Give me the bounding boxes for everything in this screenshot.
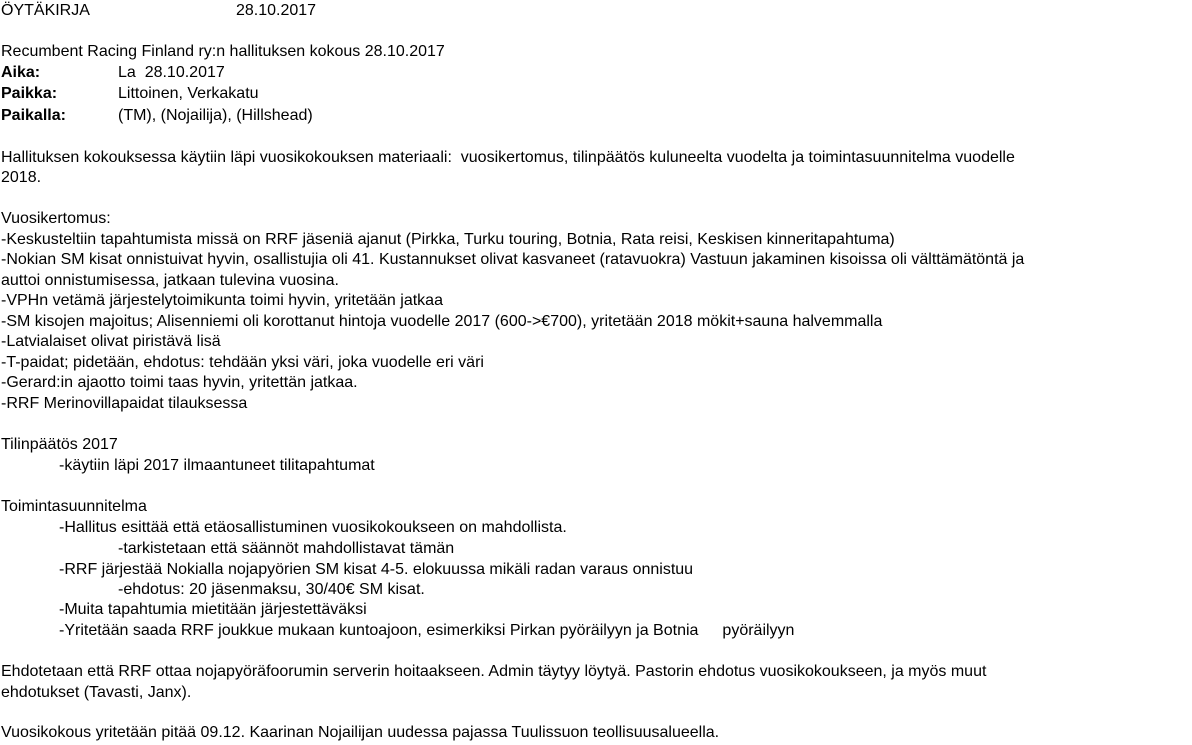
intro-line-1: Hallituksen kokouksessa käytiin läpi vuosikokouksen materiaali: vuosikertomus, tilinpäätös kuluneelta vuodelta ja toimintasuunnitelma vuodelle xyxy=(1,149,1015,166)
plan-item-3: -Muita tapahtumia mietitään järjestettäväksi xyxy=(59,601,367,618)
list-item: -Latvialaiset olivat piristävä lisä xyxy=(1,333,221,350)
plan-item-4 xyxy=(59,621,794,641)
annual-report-heading: Vuosikertomus: xyxy=(1,210,111,227)
list-item: -Nokian SM kisat onnistuivat hyvin, osallistujia oli 41. Kustannukset olivat kasvaneet (ratavuokra) Vastuun jakaminen kisoissa oli välttämätöntä ja xyxy=(1,251,1025,268)
plan-item-1-sub: -tarkistetaan että säännöt mahdollistavat tämän xyxy=(118,540,455,557)
time-label: Aika: xyxy=(1,64,41,81)
time-value: La 28.10.2017 xyxy=(118,64,225,81)
list-item: -Keskusteltiin tapahtumista missä on RRF jäseniä ajanut (Pirkka, Turku touring, Botnia, Rata reisi, Keskisen kinneritapahtuma) xyxy=(1,231,895,248)
list-item: -VPHn vetämä järjestelytoimikunta toimi hyvin, yritetään jatkaa xyxy=(1,292,443,309)
list-item: -SM kisojen majoitus; Alisenniemi oli korottanut hintoja vuodelle 2017 (600->€700), yritetään 2018 mökit+sauna halvemmalla xyxy=(1,313,883,330)
place-label: Paikka: xyxy=(1,85,58,102)
list-item: -Gerard:in ajaotto toimi taas hyvin, yritettän jatkaa. xyxy=(1,374,358,391)
plan-item-2: -RRF järjestää Nokialla nojapyörien SM kisat 4-5. elokuussa mikäli radan varaus onnistuu xyxy=(59,561,694,578)
intro-line-2: 2018. xyxy=(1,169,42,186)
plan-item-4-tail: pyöräilyyn xyxy=(722,622,795,639)
present-value: (TM), (Nojailija), (Hillshead) xyxy=(118,107,313,124)
plan-item-1: -Hallitus esittää että etäosallistuminen vuosikokoukseen on mahdollista. xyxy=(59,519,567,536)
present-label: Paikalla: xyxy=(1,107,66,124)
list-item: -T-paidat; pidetään, ehdotus: tehdään yksi väri, joka vuodelle eri väri xyxy=(1,354,484,371)
place-value: Littoinen, Verkakatu xyxy=(118,85,259,102)
list-item: -RRF Merinovillapaidat tilauksessa xyxy=(1,395,248,412)
annual-meeting-line: Vuosikokous yritetään pitää 09.12. Kaarinan Nojailijan uudessa pajassa Tuulissuon teollisuusalueella. xyxy=(1,724,720,741)
plan-item-4-text: -Yritetään saada RRF joukkue mukaan kuntoajoon, esimerkiksi Pirkan pyöräilyyn ja Botnia xyxy=(59,622,699,639)
forum-line-2: ehdotukset (Tavasti, Janx). xyxy=(1,684,192,701)
forum-line-1: Ehdotetaan että RRF ottaa nojapyöräfoorumin serverin hoitaakseen. Admin täytyy löytyä. Pastorin ehdotus vuosikokoukseen, ja myös muut xyxy=(1,663,987,680)
document-date: 28.10.2017 xyxy=(236,2,317,19)
meeting-heading: Recumbent Racing Finland ry:n hallituksen kokous 28.10.2017 xyxy=(1,43,445,60)
document-title: ÖYTÄKIRJA xyxy=(1,2,90,19)
plan-item-2-sub: -ehdotus: 20 jäsenmaksu, 30/40€ SM kisat. xyxy=(118,581,425,598)
plan-heading: Toimintasuunnitelma xyxy=(1,498,147,515)
financial-item: -käytiin läpi 2017 ilmaantuneet tilitapahtumat xyxy=(59,457,375,474)
financial-heading: Tilinpäätös 2017 xyxy=(1,436,118,453)
list-item: auttoi onnistumisessa, jatkaan tulevina vuosina. xyxy=(1,272,339,289)
